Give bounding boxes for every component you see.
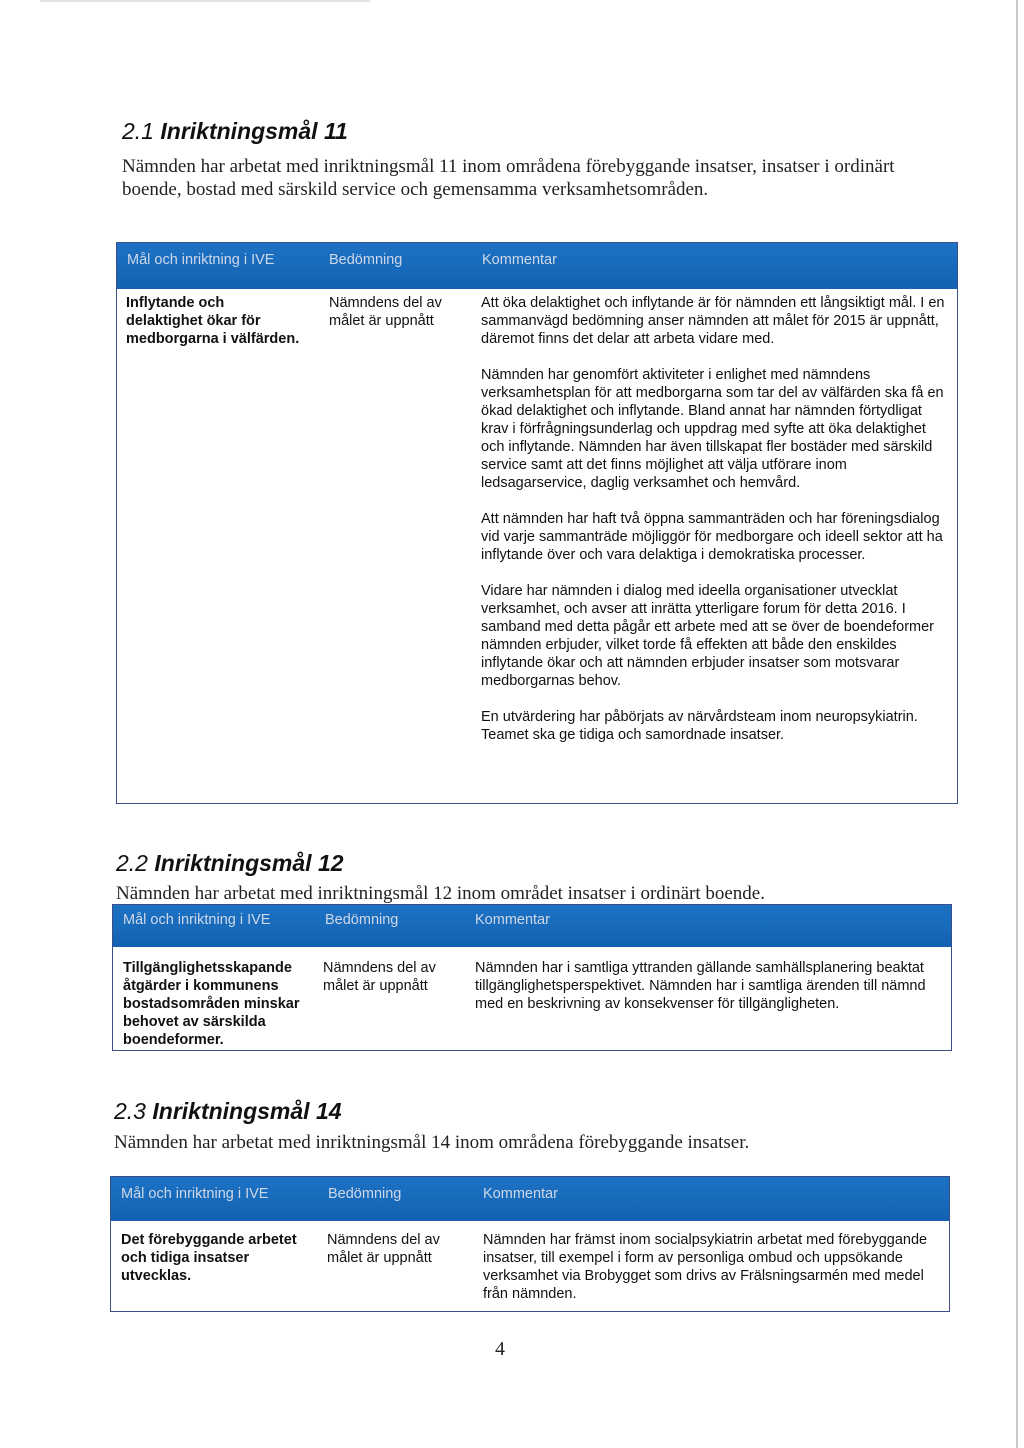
page-number: 4 (495, 1338, 505, 1360)
section-number: 2.2 (116, 850, 148, 876)
scan-mark (40, 0, 370, 2)
comment-paragraph: En utvärdering har påbörjats av närvårdsteam inom neuropsykiatrin. Teamet ska ge tidiga och samordnade insatser. (481, 709, 918, 743)
comment-cell (475, 959, 943, 1013)
comment-paragraph: Nämnden har främst inom socialpsykiatrin arbetat med förebyggande insatser, till exempel i form av personliga ombud och uppsökande verksamhet via Brobygget som drivs av Frälsningsarmén med medel från nämnden. (483, 1232, 928, 1302)
section-intro-2-3: Nämnden har arbetat med inriktningsmål 14 inom områdena förebyggande insatser. (114, 1132, 750, 1153)
goal-cell: Tillgänglighetsskapande åtgärder i kommunens bostadsområden minskar behovet av särskilda boendeformer. (123, 960, 300, 1048)
header-goal: Mål och inriktning i IVE (121, 1186, 269, 1202)
section-heading-2-3 (114, 1098, 342, 1125)
comment-paragraph: Att öka delaktighet och inflytande är för nämnden ett långsiktigt mål. I en sammanvägd bedömning anser nämnden att målet för 2015 är uppnått, däremot finns det delar att arbeta vidare med. (481, 295, 945, 347)
table-header (117, 243, 957, 289)
goal-cell: Inflytande och delaktighet ökar för medborgarna i välfärden. (126, 295, 300, 347)
comment-paragraph: Nämnden har i samtliga yttranden gällande samhällsplanering beaktat tillgänglighetsperspektivet. Nämnden har i samtliga ärenden till nämnd med en beskrivning av konsekvenser för tillgängligheten. (475, 960, 926, 1012)
table-header (111, 1177, 949, 1221)
section-heading-2-2 (116, 850, 344, 877)
section-number: 2.1 (122, 118, 154, 144)
assessment-cell: Nämndens del av målet är uppnått (327, 1232, 440, 1266)
comment-paragraph: Nämnden har genomfört aktiviteter i enlighet med nämndens verksamhetsplan för att medborgarna som tar del av välfärden ska få en ökad delaktighet och inflytande. Bland annat har nämnden förtydligat krav i förfrågningsunderlag och uppdrag med syfte att öka delaktighet och inflytande. Nämnden har även tillskapat fler bostäder med särskild service samt att det finns möjlighet att välja utförare inom ledsagarservice, daglig verksamhet och hemvård. (481, 367, 944, 491)
scan-edge (1016, 0, 1018, 1448)
goal-table-2-3 (110, 1176, 950, 1312)
comment-paragraph: Vidare har nämnden i dialog med ideella organisationer utvecklat verksamhet, och avser att inrätta ytterligare forum för detta 2016. I samband med detta pågår ett arbete med att se över de boendeformer nämnden erbjuder, vilket torde få effekten att både den enskildes inflytande ökar och att nämnden erbjuder insatser som motsvarar medborgarnas behov. (481, 583, 934, 689)
section-title-text: Inriktningsmål 14 (152, 1098, 342, 1124)
header-assessment: Bedömning (325, 912, 399, 928)
section-title-text: Inriktningsmål 12 (154, 850, 344, 876)
section-heading-2-1 (122, 118, 348, 145)
comment-paragraph: Att nämnden har haft två öppna sammanträden och har föreningsdialog vid varje sammanträde möjliggör för medborgare och ideell sektor att ha inflytande över och vara delaktiga i demokratiska processer. (481, 511, 943, 563)
header-assessment: Bedömning (328, 1186, 402, 1202)
section-intro-2-1: Nämnden har arbetat med inriktningsmål 11 inom områdena förebyggande insatser, insatser i ordinärt boende, bostad med särskild service och gemensamma verksamhetsområden. (122, 156, 895, 200)
comment-cell (481, 294, 951, 744)
assessment-cell: Nämndens del av målet är uppnått (323, 960, 436, 994)
header-comment: Kommentar (482, 252, 557, 268)
header-goal: Mål och inriktning i IVE (127, 252, 275, 268)
section-number: 2.3 (114, 1098, 146, 1124)
comment-cell (483, 1231, 933, 1303)
assessment-cell: Nämndens del av målet är uppnått (329, 295, 442, 329)
header-assessment: Bedömning (329, 252, 403, 268)
goal-cell: Det förebyggande arbetet och tidiga insatser utvecklas. (121, 1232, 297, 1284)
header-comment: Kommentar (475, 912, 550, 928)
section-title-text: Inriktningsmål 11 (160, 118, 348, 144)
goal-table-2-1 (116, 242, 958, 804)
header-goal: Mål och inriktning i IVE (123, 912, 271, 928)
goal-table-2-2 (112, 904, 952, 1051)
section-intro-2-2: Nämnden har arbetat med inriktningsmål 12 inom området insatser i ordinärt boende. (116, 883, 765, 904)
table-header (113, 905, 951, 947)
header-comment: Kommentar (483, 1186, 558, 1202)
